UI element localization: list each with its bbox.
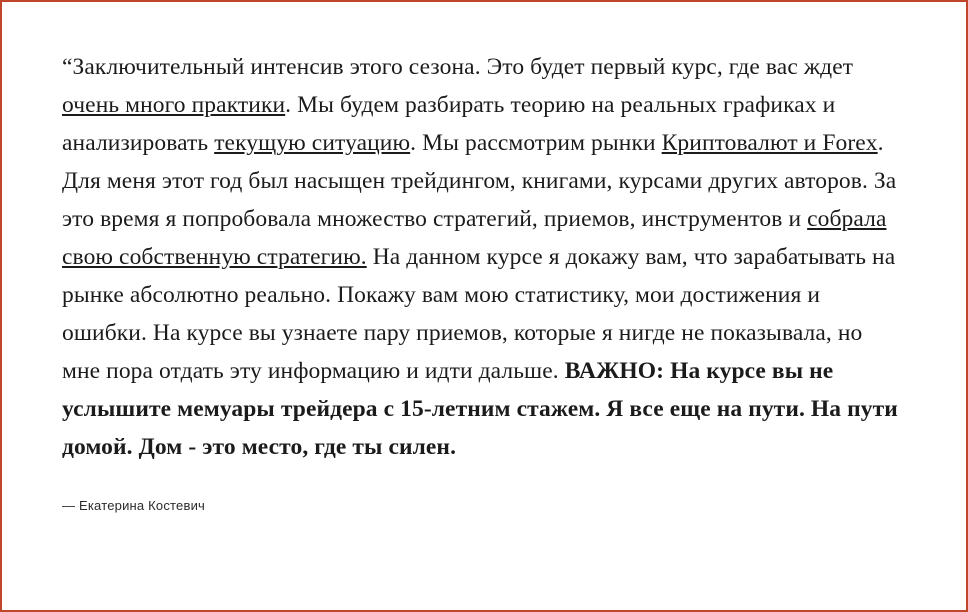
quote-attribution: — Екатерина Костевич [62, 498, 206, 513]
quote-segment-4-underlined: текущую ситуацию [214, 130, 411, 156]
quote-segment-10-bold: ВАЖНО: На курсе вы не услышите мемуары трейдера с 15-летним стажем. Я все еще на пути. На пути домой. Дом - это место, где ты силен. [62, 358, 898, 460]
quote-segment-8-underlined: собрала свою собственную стратегию. [62, 206, 887, 270]
quote-segment-1: “Заключительный интенсив этого сезона. Это будет первый курс, где вас ждет [62, 54, 854, 80]
quote-segment-5: . Мы рассмотрим рынки [410, 130, 662, 156]
quote-segment-2-underlined: очень много практики [62, 92, 286, 118]
quote-text [62, 48, 906, 466]
quote-segment-6-underlined: Криптовалют и Forex [661, 130, 878, 156]
quote-segment-9: На данном курсе я докажу вам, что зарабатывать на рынке абсолютно реально. Покажу вам мою статистику, мои достижения и ошибки. На курсе вы узнаете пару приемов, которые я нигде не показывала, но мне пора отдать эту информацию и идти дальше. [62, 244, 896, 384]
quote-segment-3: . Мы будем разбирать теорию на реальных графиках и анализировать [62, 92, 836, 156]
quote-segment-7: . Для меня этот год был насыщен трейдингом, книгами, курсами других авторов. За это время я попробовала множество стратегий, приемов, инструментов и [62, 130, 897, 232]
